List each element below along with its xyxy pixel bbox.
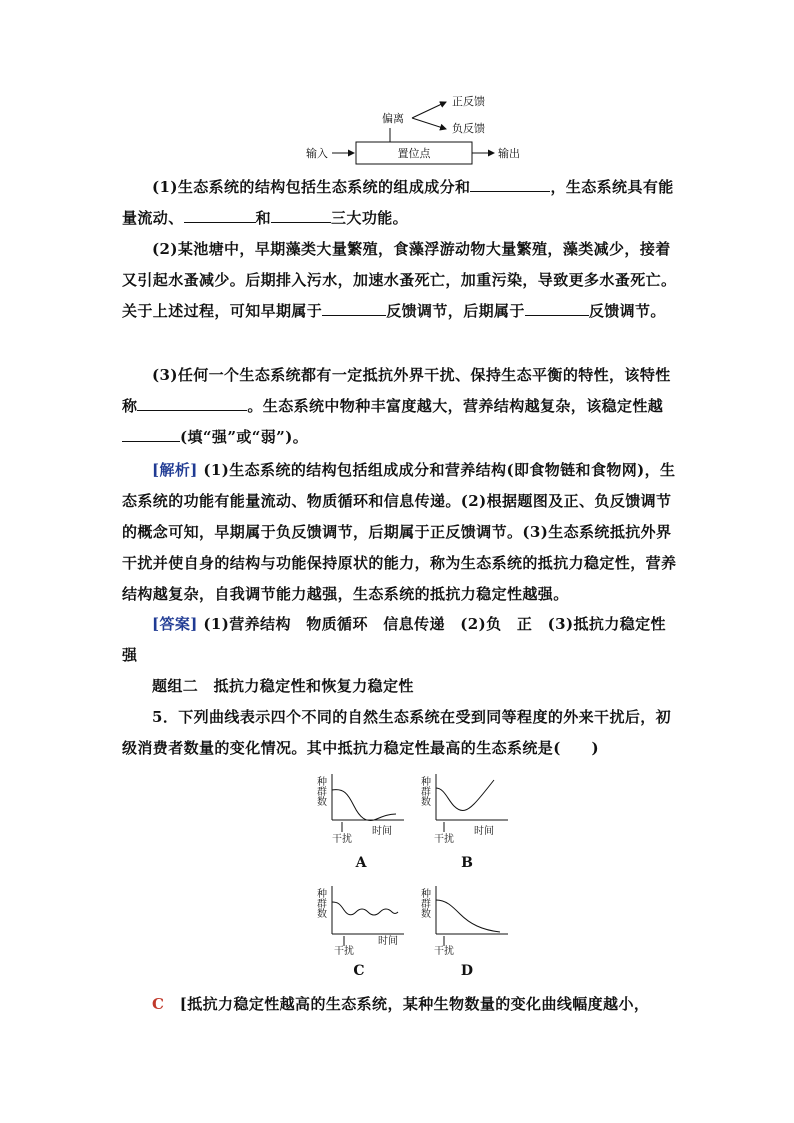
- group-heading-text: 题组二 抵抗力稳定性和恢复力稳定性: [152, 677, 414, 695]
- answer-text: (1)营养结构 物质循环 信息传递 (2)负 正 (3)抵抗力稳定性强: [122, 615, 666, 664]
- q1-text-b: ，生态系统具有能量流动、: [122, 178, 674, 227]
- graph-a-caption: A: [355, 855, 367, 871]
- analysis-block: [122, 455, 678, 610]
- q2-text-a: (2)某池塘中，早期藻类大量繁殖，食藻浮游动物大量繁殖，藻类减少，接着又引起水蚤减少。后期排入污水，加速水蚤死亡，加重污染，导致更多水蚤死亡。关于上述过程，可知早期属于: [122, 240, 677, 320]
- q2-blank-2: [525, 297, 589, 316]
- graph-b-xlabel: 时间: [474, 826, 494, 837]
- graph-b-ylabel: 种群数: [418, 776, 430, 806]
- graph-b-curve: [436, 780, 494, 810]
- final-answer-letter: C: [152, 995, 165, 1013]
- graph-c-caption: C: [353, 963, 365, 979]
- q1-blank-1: [470, 173, 550, 192]
- graph-b-disturb-label: 干扰: [434, 834, 454, 845]
- q3-text-a: (3)任何一个生态系统都有一定抵抗外界干扰、保持生态平衡的特性，该特性称: [122, 366, 671, 415]
- question-5: [122, 702, 678, 764]
- graph-a-curve: [332, 790, 396, 821]
- question-1: [122, 172, 678, 234]
- graph-c: [304, 880, 424, 956]
- positive-label: 正反馈: [452, 95, 485, 108]
- graph-b: [412, 770, 532, 846]
- graph-d-caption: D: [460, 963, 474, 979]
- negative-label: 负反馈: [452, 122, 485, 135]
- answer-block: [122, 609, 678, 671]
- setpoint-label: 置位点: [397, 147, 431, 160]
- graph-a-disturb-label: 干扰: [332, 834, 352, 845]
- q1-blank-3: [271, 204, 331, 223]
- q2-blank-1: [322, 297, 386, 316]
- feedback-diagram: [296, 88, 536, 168]
- output-label: 输出: [498, 147, 520, 160]
- graph-a-xlabel: 时间: [372, 826, 392, 837]
- question-2: [122, 234, 678, 327]
- q1-text-c: 和: [255, 209, 272, 227]
- q1-text-a: (1)生态系统的结构包括生态系统的组成成分和: [152, 178, 471, 196]
- analysis-tag: [解析]: [152, 461, 198, 479]
- q3-blank-2: [122, 423, 180, 442]
- graph-c-curve: [332, 902, 398, 915]
- graph-a: [304, 770, 424, 846]
- graph-d-curve: [436, 900, 500, 932]
- group-heading: [122, 671, 678, 702]
- final-explanation-text: [抵抗力稳定性越高的生态系统，某种生物数量的变化曲线幅度越小，: [179, 995, 650, 1013]
- q3-text-c: (填“强”或“弱”)。: [180, 428, 309, 446]
- analysis-text: (1)生态系统的结构包括组成成分和营养结构(即食物链和食物网)，生态系统的功能有能量流动、物质循环和信息传递。(2)根据题图及正、负反馈调节的概念可知，早期属于负反馈调节，后期属于正反馈调节。(3)生态系统抵抗外界干扰并使自身的结构与功能保持原状的能力，称为生态系统的抵抗力稳定性，营养结构越复杂，自我调节能力越强，生态系统的抵抗力稳定性越强。: [122, 461, 677, 603]
- graph-d-disturb-label: 干扰: [434, 946, 454, 956]
- graph-c-xlabel: 时间: [378, 936, 398, 947]
- negative-arrow: [412, 118, 446, 129]
- q3-blank-1: [137, 392, 247, 411]
- deviation-label: 偏离: [382, 112, 404, 125]
- graph-d-ylabel: 种群数: [418, 888, 430, 918]
- graph-c-disturb-label: 干扰: [334, 946, 354, 956]
- graph-d: [412, 880, 532, 956]
- question-3: [122, 360, 678, 453]
- q3-text-b: 。生态系统中物种丰富度越大，营养结构越复杂，该稳定性越: [247, 397, 664, 415]
- input-label: 输入: [306, 147, 328, 160]
- q2-text-b: 反馈调节，后期属于: [386, 302, 525, 320]
- feedback-diagram-svg: [296, 88, 536, 168]
- answer-tag: [答案]: [152, 615, 198, 633]
- q5-text: 5．下列曲线表示四个不同的自然生态系统在受到同等程度的外来干扰后，初级消费者数量的变化情况。其中抵抗力稳定性最高的生态系统是( ): [122, 708, 672, 757]
- q1-blank-2: [184, 204, 256, 223]
- positive-arrow: [412, 102, 446, 118]
- final-explanation: [122, 989, 678, 1020]
- graph-a-ylabel: 种群数: [314, 776, 326, 806]
- graph-b-caption: B: [461, 855, 473, 871]
- q2-text-c: 反馈调节。: [588, 302, 666, 320]
- graph-c-ylabel: 种群数: [314, 888, 326, 918]
- q1-text-d: 三大功能。: [331, 209, 409, 227]
